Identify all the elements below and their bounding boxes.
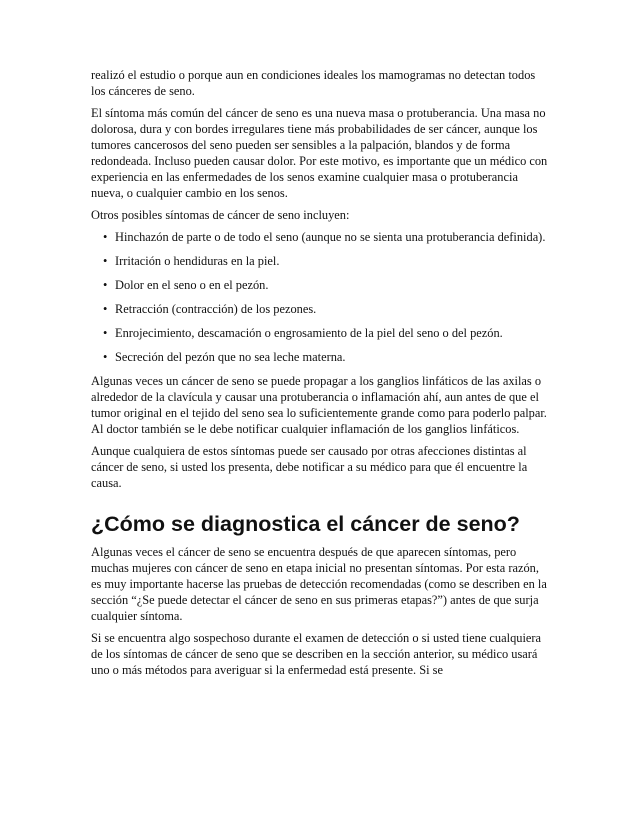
section-heading: ¿Cómo se diagnostica el cáncer de seno? [91, 512, 520, 536]
diagnosis-paragraph-1: Algunas veces el cáncer de seno se encuentra después de que aparecen síntomas, pero muchas mujeres con cáncer de seno en etapa inicial no presentan síntomas. Por esta razón, es muy importante hacerse las pruebas de detección recomendadas (como se describen en la sección “¿Se puede detectar el cáncer de seno en sus primeras etapas?”) antes de que surja cualquier síntoma. [91, 545, 547, 623]
list-item: • Secreción del pezón que no sea leche materna. [91, 349, 551, 365]
symptom-paragraph: El síntoma más común del cáncer de seno es una nueva masa o protuberancia. Una masa no dolorosa, dura y con bordes irregulares tiene más probabilidades de ser cáncer, aunque los tumores cancerosos del seno pueden ser sensibles a la palpación, blandos y de forma redondeada. Incluso pueden causar dolor. Por este motivo, es importante que un médico con experiencia en las enfermedades de los senos examine cualquier masa o protuberancia nueva, o cualquier cambio en los senos. [91, 106, 548, 200]
list-item: • Enrojecimiento, descamación o engrosamiento de la piel del seno o del pezón. [91, 325, 551, 341]
symptoms-intro: Otros posibles síntomas de cáncer de seno incluyen: [91, 208, 350, 222]
intro-paragraph: realizó el estudio o porque aun en condiciones ideales los mamogramas no detectan todos los cánceres de seno. [91, 68, 536, 98]
other-causes-paragraph: Aunque cualquiera de estos síntomas puede ser causado por otras afecciones distintas al cáncer de seno, si usted los presenta, debe notificar a su médico para que él encuentre la causa. [91, 444, 528, 490]
list-item: • Retracción (contracción) de los pezones. [91, 301, 551, 317]
list-item: • Irritación o hendiduras en la piel. [91, 253, 551, 269]
list-item: • Dolor en el seno o en el pezón. [91, 277, 551, 293]
diagnosis-paragraph-2: Si se encuentra algo sospechoso durante el examen de detección o si usted tiene cualquiera de los síntomas de cáncer de seno que se describen en la sección anterior, su médico usará uno o más métodos para averiguar si la enfermedad está presente. Si se [91, 631, 542, 677]
list-item: • Hinchazón de parte o de todo el seno (aunque no se sienta una protuberancia definida). [91, 229, 551, 245]
document-page [91, 67, 551, 684]
symptoms-list [91, 229, 551, 365]
lymph-paragraph: Algunas veces un cáncer de seno se puede propagar a los ganglios linfáticos de las axilas o alrededor de la clavícula y causar una protuberancia o inflamación ahí, aun antes de que el tumor original en el tejido del seno sea lo suficientemente grande como para poderlo palpar. Al doctor también se le debe notificar cualquier inflamación de los ganglios linfáticos. [91, 374, 547, 436]
